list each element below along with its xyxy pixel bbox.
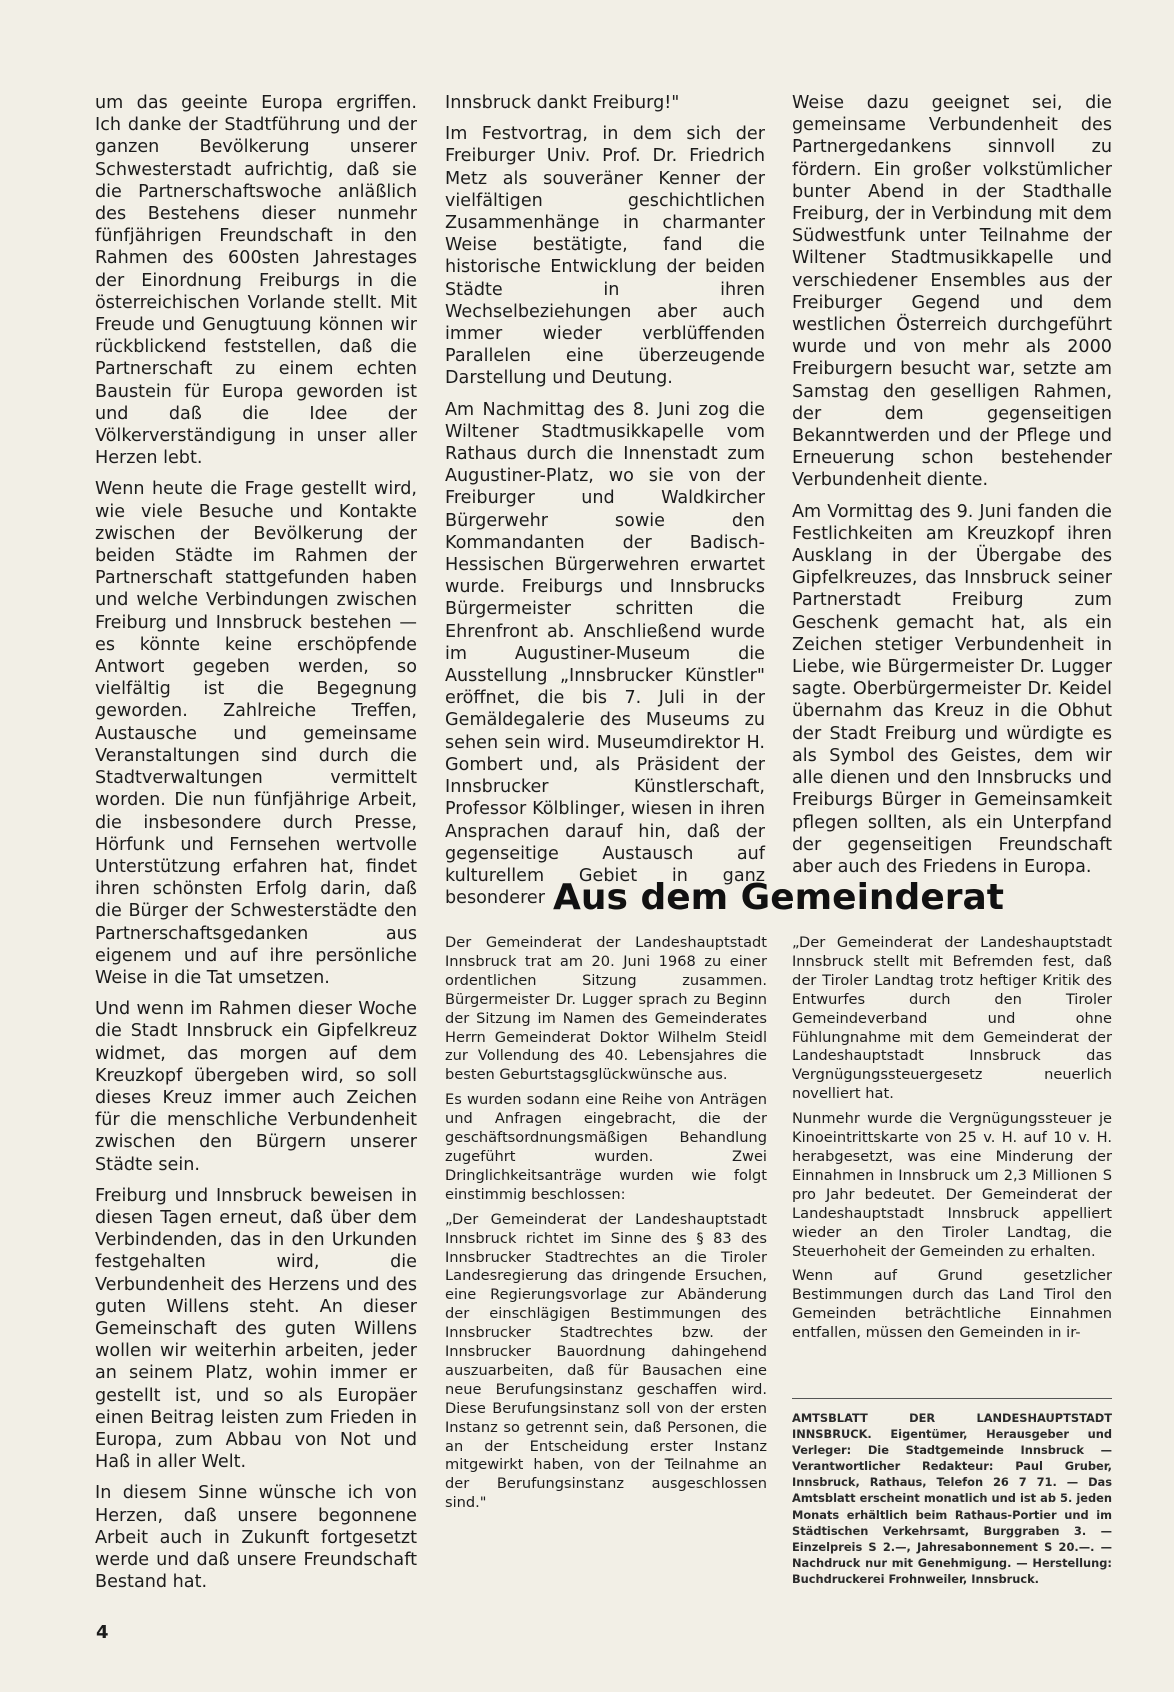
paragraph: Wenn auf Grund gesetzlicher Bestimmungen durch das Land Tirol den Gemeinden beträchtliche Einnahmen entfallen, müssen den Gemeinden in ir- xyxy=(792,1267,1112,1342)
article-column-1 xyxy=(95,92,417,1602)
paragraph: Nunmehr wurde die Vergnügungssteuer je Kinoeintrittskarte von 25 v. H. auf 10 v. H. herabgesetzt, was eine Minderung der Einnahmen in Innsbruck um 2,3 Millionen S pro Jahr bedeutet. Der Gemeinderat der Landeshauptstadt Innsbruck appelliert wieder an den Tiroler Landtag, die Steuerhoheit der Gemeinden zu erhalten. xyxy=(792,1110,1112,1260)
paragraph: „Der Gemeinderat der Landeshauptstadt Innsbruck richtet im Sinne des § 83 des Innsbrucker Stadtrechtes an die Tiroler Landesregierung das dringende Ersuchen, eine Regierungsvorlage zur Abänderung der einschlägigen Bestimmungen des Innsbrucker Stadtrechtes bzw. der Innsbrucker Bauordnung dahingehend auszuarbeiten, daß für Bausachen eine neue Berufungsinstanz geschaffen wird. Diese Berufungsinstanz soll von der ersten Instanz so getrennt sein, daß Personen, die an der Entscheidung erster Instanz mitgewirkt haben, von der Teilnahme an der Berufungsinstanz ausgeschlossen sind." xyxy=(445,1210,767,1512)
paragraph: Der Gemeinderat der Landeshauptstadt Innsbruck trat am 20. Juni 1968 zu einer ordentlichen Sitzung zusammen. Bürgermeister Dr. Lugger sprach zu Beginn der Sitzung im Namen des Gemeinderates Herrn Gemeinderat Doktor Wilhelm Steidl zur Vollendung des 40. Lebensjahres die besten Geburtstagsglückwünsche aus. xyxy=(445,934,767,1084)
impressum: AMTSBLATT DER LANDESHAUPTSTADT INNSBRUCK. Eigentümer, Herausgeber und Verleger: Die Stadtgemeinde Innsbruck — Verantwortlicher Redakteur: Paul Gruber, Innsbruck, Rathaus, Telefon 26 7 71. — Das Amtsblatt erscheint monatlich und ist ab 5. jeden Monats erhältlich beim Rathaus-Portier und im Städtischen Verkehrsamt, Burggraben 3. — Einzelpreis S 2.—, Jahresabonnement S 20.—. — Nachdruck nur mit Genehmigung. — Herstellung: Buchdruckerei Frohnweiler, Innsbruck. xyxy=(792,1411,1112,1586)
council-column-left xyxy=(445,934,767,1519)
page-number: 4 xyxy=(96,1622,109,1643)
paragraph: „Der Gemeinderat der Landeshauptstadt Innsbruck stellt mit Befremden fest, daß der Tiroler Landtag trotz heftiger Kritik des Entwurfes durch den Tiroler Gemeindeverband und ohne Fühlungnahme mit dem Gemeinderat der Landeshauptstadt Innsbruck das Vergnügungssteuergesetz neuerlich novelliert hat. xyxy=(792,934,1112,1103)
article-column-2 xyxy=(445,92,765,918)
paragraph: Wenn heute die Frage gestellt wird, wie viele Besuche und Kontakte zwischen der Bevölkerung der beiden Städte im Rahmen der Partnerschaft stattgefunden haben und welche Verbindungen zwischen Freiburg und Innsbruck bestehen — es könnte keine erschöpfende Antwort gegeben werden, so vielfältig ist die Begegnung geworden. Zahlreiche Treffen, Austausche und gemeinsame Veranstaltungen sind durch die Stadtverwaltungen vermittelt worden. Die nun fünfjährige Arbeit, die insbesondere durch Presse, Hörfunk und Fernsehen wertvolle Unterstützung erfahren hat, findet ihren schönsten Erfolg darin, daß die Bürger der Schwesterstädte den Partnerschaftsgedanken aus eigenem und auf ihre persönliche Weise in die Tat umsetzen. xyxy=(95,479,417,988)
paragraph: In diesem Sinne wünsche ich von Herzen, daß unsere begonnene Arbeit auch in Zukunft fortgesetzt werde und daß unsere Freundschaft Bestand hat. xyxy=(95,1483,417,1593)
paragraph: Innsbruck dankt Freiburg!" xyxy=(445,93,680,113)
council-column-right xyxy=(792,934,1112,1349)
paragraph: Und wenn im Rahmen dieser Woche die Stadt Innsbruck ein Gipfelkreuz widmet, das morgen auf dem Kreuzkopf übergeben wird, so soll dieses Kreuz immer auch Zeichen für die menschliche Verbundenheit zwischen den Bürgern unserer Städte sein. xyxy=(95,999,417,1175)
paragraph: Im Festvortrag, in dem sich der Freiburger Univ. Prof. Dr. Friedrich Metz als souveräner Kenner der vielfältigen geschichtlichen Zusammenhänge in charmanter Weise bestätigte, fand die historische Entwicklung der beiden Städte in ihren Wechselbeziehungen aber auch immer wieder verblüffenden Parallelen eine überzeugende Darstellung und Deutung. xyxy=(445,124,765,389)
paragraph: Am Vormittag des 9. Juni fanden die Festlichkeiten am Kreuzkopf ihren Ausklang in der Übergabe des Gipfelkreuzes, das Innsbruck seiner Partnerstadt Freiburg zum Geschenk gemacht hat, als ein Zeichen stetiger Verbundenheit in Liebe, wie Bürgermeister Dr. Lugger sagte. Oberbürgermeister Dr. Keidel übernahm das Kreuz in die Obhut der Stadt Freiburg und würdigte es als Symbol des Geistes, dem wir alle dienen und den Innsbrucks und Freiburgs Bürger in Gemeinsamkeit pflegen sollten, als ein Unterpfand der gegenseitigen Freundschaft aber auch des Friedens in Europa. xyxy=(792,501,1112,877)
paragraph: um das geeinte Europa ergriffen. Ich danke der Stadtführung und der ganzen Bevölkerung unserer Schwesterstadt aufrichtig, daß sie die Partnerschaftswoche anläßlich des Bestehens dieser nunmehr fünfjährigen Freundschaft in den Rahmen des 600sten Jahrestages der Einordnung Freiburgs in die österreichischen Vorlande stellt. Mit Freude und Genugtuung können wir rückblickend feststellen, daß die Partnerschaft zu einem echten Baustein für Europa geworden ist und daß die Idee der Völkerverständigung in unser aller Herzen lebt. xyxy=(95,93,417,469)
paragraph: Es wurden sodann eine Reihe von Anträgen und Anfragen eingebracht, die der geschäftsordnungsmäßigen Behandlung zugeführt wurden. Zwei Dringlichkeitsanträge wurden wie folgt einstimmig beschlossen: xyxy=(445,1091,767,1203)
section-headline: Aus dem Gemeinderat xyxy=(553,877,1004,918)
article-column-3 xyxy=(792,92,1112,887)
paragraph: Am Nachmittag des 8. Juni zog die Wiltener Stadtmusikkapelle vom Rathaus durch die Innenstadt zum Augustiner-Platz, wo sie von der Freiburger und Waldkircher Bürgerwehr sowie den Kommandanten der Badisch-Hessischen Bürgerwehren erwartet wurde. Freiburgs und Innsbrucks Bürgermeister schritten die Ehrenfront ab. Anschließend wurde im Augustiner-Museum die Ausstellung „Innsbrucker Künstler" eröffnet, die bis 7. Juli in der Gemäldegalerie des Museums zu sehen sein wird. Museumdirektor H. Gombert und, als Präsident der Innsbrucker Künstlerschaft, Professor Kölblinger, wiesen in ihren Ansprachen darauf hin, daß der gegenseitige Austausch auf kulturellem Gebiet in ganz besonderer xyxy=(445,399,765,909)
paragraph: Weise dazu geeignet sei, die gemeinsame Verbundenheit des Partnergedankens sinnvoll zu fördern. Ein großer volkstümlicher bunter Abend in der Stadthalle Freiburg, der in Verbindung mit dem Südwestfunk unter Teilnahme der Wiltener Stadtmusikkapelle und verschiedener Ensembles aus der Freiburger Gegend und dem westlichen Österreich durchgeführt wurde und von mehr als 2000 Freiburgern besucht war, setzte am Samstag den geselligen Rahmen, der dem gegenseitigen Bekanntwerden und der Pflege und Erneuerung schon bestehender Verbundenheit diente. xyxy=(792,93,1112,491)
paragraph: Freiburg und Innsbruck beweisen in diesen Tagen erneut, daß über dem Verbindenden, das in den Urkunden festgehalten wird, die Verbundenheit des Herzens und des guten Willens steht. An dieser Gemeinschaft des guten Willens wollen wir weiterhin arbeiten, jeder an seinem Platz, wohin immer er gestellt ist, und so als Europäer einen Beitrag leisten zum Frieden in Europa, zum Abbau von Not und Haß in aller Welt. xyxy=(95,1185,417,1473)
impressum-divider xyxy=(792,1398,1112,1399)
